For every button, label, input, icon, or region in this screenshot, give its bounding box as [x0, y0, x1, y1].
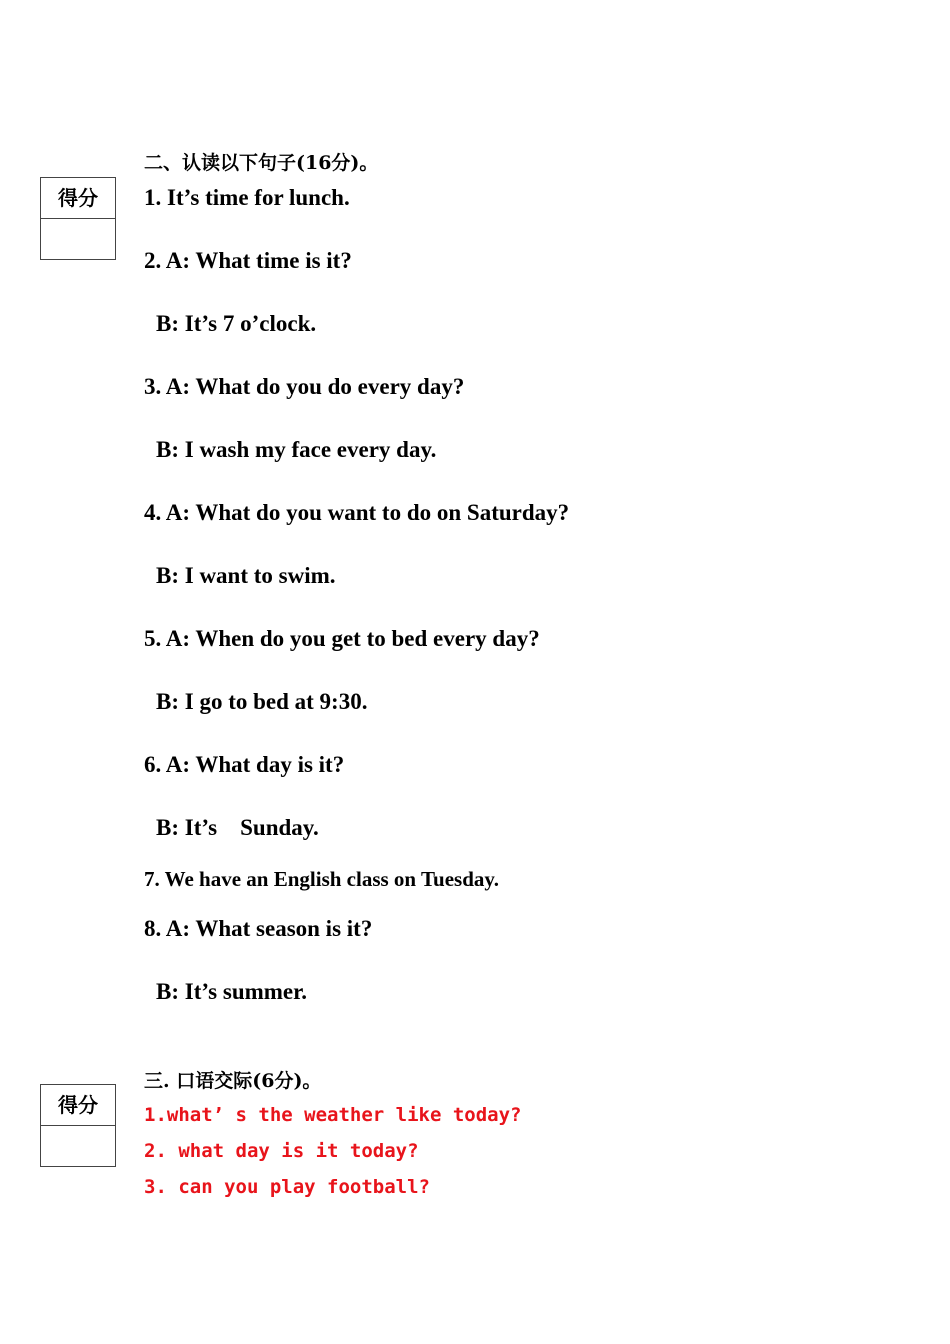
sentence-3a: 3. A: What do you do every day?: [144, 374, 465, 399]
sentence-6b: B: It’s Sunday.: [156, 815, 319, 840]
sentence-2a: 2. A: What time is it?: [144, 248, 352, 273]
sentence-1: 1. It’s time for lunch.: [144, 185, 350, 210]
section-3-title: 三. 口语交际(6分)。: [144, 1070, 322, 1092]
question-1: 1.what’ s the weather like today?: [144, 1104, 522, 1126]
sentence-3b: B: I wash my face every day.: [156, 437, 437, 462]
sentence-5a: 5. A: When do you get to bed every day?: [144, 626, 540, 651]
sentence-8b: B: It’s summer.: [156, 979, 307, 1004]
score-box-cell: [41, 219, 115, 259]
score-box-label: 得分: [41, 1085, 115, 1126]
sentence-7: 7. We have an English class on Tuesday.: [144, 867, 499, 891]
score-box-section-3: [40, 1084, 116, 1167]
sentence-8a: 8. A: What season is it?: [144, 916, 373, 941]
sentence-4a: 4. A: What do you want to do on Saturday?: [144, 500, 570, 525]
question-3: 3. can you play football?: [144, 1176, 430, 1198]
section-2-title: 二、认读以下句子(16分)。: [144, 152, 379, 174]
score-box-section-2: [40, 177, 116, 260]
score-box-label: 得分: [41, 178, 115, 219]
score-box-cell: [41, 1126, 115, 1166]
sentence-4b: B: I want to swim.: [156, 563, 336, 588]
sentence-6a: 6. A: What day is it?: [144, 752, 345, 777]
sentence-2b: B: It’s 7 o’clock.: [156, 311, 317, 336]
question-2: 2. what day is it today?: [144, 1140, 419, 1162]
sentence-5b: B: I go to bed at 9:30.: [156, 689, 368, 714]
